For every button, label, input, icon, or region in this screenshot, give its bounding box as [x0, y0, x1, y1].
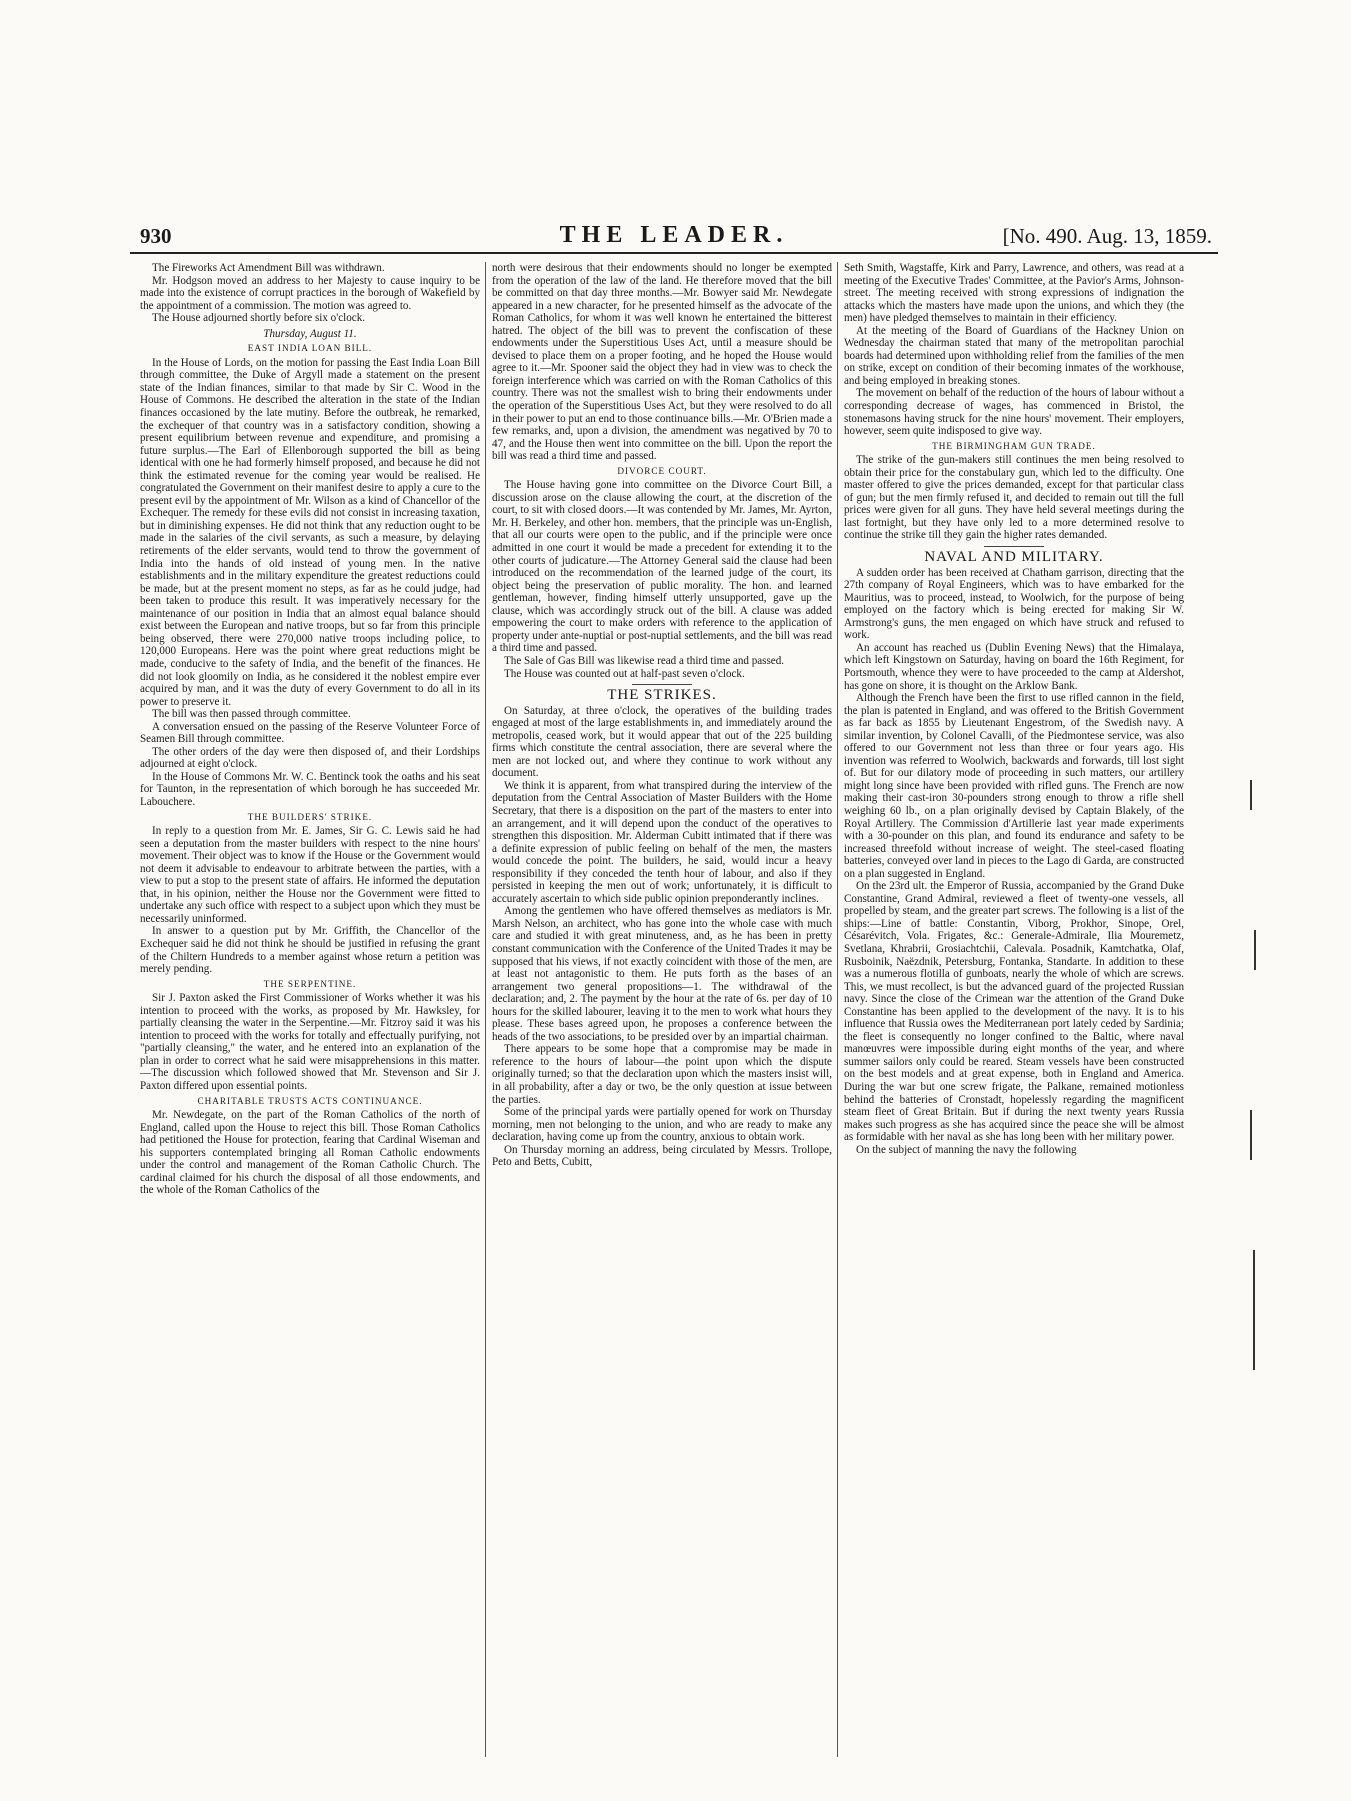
paragraph: A conversation ensued on the passing of the Reserve Volunteer Force of Seamen Bill through committee.: [140, 720, 480, 746]
col3-section-c: [844, 567, 1184, 1157]
divider: [632, 684, 692, 685]
newspaper-title: THE LEADER.: [559, 222, 789, 248]
paragraph: The bill was then passed through committee.: [152, 708, 351, 721]
col1-section-e: [140, 1109, 480, 1197]
column-1: [140, 262, 480, 1757]
col1-section-d: [140, 992, 480, 1092]
col3-section-a: [844, 262, 1184, 438]
column-2: [492, 262, 832, 1757]
paragraph: We think it is apparent, from what transpired during the interview of the deputation from the Central Association of Master Builders with the Home Secretary, that there is a disposition on the part of the masters to enter into an arrangement, and it will depend upon the conduct of the operatives to strengthen this disposition. Mr. Alderman Cubitt intimated that if there was a definite expression of public feeling on behalf of the men, the masters would concede the point. The builders, he said, would incur a heavy responsibility if they conceded the tenth hour of labour, and also if they persisted in keeping the men out of work; unfortunately, it is difficult to accurately ascertain to which side public opinion preponderantly inclines.: [492, 779, 832, 905]
paragraph: Seth Smith, Wagstaffe, Kirk and Parry, Lawrence, and others, was read at a meeting of the Executive Trades' Committee, at the Pavior's Arms, Johnson-street. The meeting received with strong expressions of indignation the attacks which the masters have made upon the unions, and which they (the men) have pledged themselves to maintain in their efficiency.: [844, 262, 1184, 325]
paragraph: In the House of Lords, on the motion for passing the East India Loan Bill through committee, the Duke of Argyll made a statement on the present state of the Indian finances, similar to that made by Sir C. Wood in the House of Commons. He described the alteration in the state of the Indian finances occasioned by the late mutiny. Before the outbreak, he remarked, the exchequer of that country was in a satisfactory condition, showing a present equilibrium between revenue and expenditure, and promising a future surplus.—The Earl of Ellenborough supported the bill as being identical with one he had formerly himself proposed, and because he did not think the estimated revenue for the coming year would be realised. He congratulated the Government on their manifest desire to apply a cure to the present evil by the appointment of Mr. Wilson as a kind of Chancellor of the Exchequer. The remedy for these evils did not consist in increasing taxation, but in diminishing expenses. He did not think that any reduction ought to be made in the salaries of the civil servants, as such a measure, by delaying retirements of the elder servants, would tend to throw the government of India into the hands of old instead of young men. In the native establishments and in the military expenditure the greatest reductions could be made, but at the present moment no steps, as far as he could judge, had been taken to produce this result. It was imperatively necessary for the maintenance of our position in India that an almost equal balance should exist between the European and native troops, but so far from this principle being observed, there were 270,000 native troops including police, to 120,000 Europeans. Here was the point where great reductions might be made, conducive to the safety of India, and the benefit of the finances. He did not look gloomily on India, as he considered it the noblest empire ever acquired by man, and it was the duty of every Government to do all in its power to preserve it.: [140, 356, 480, 708]
col1-section-b: [140, 357, 480, 809]
column-rule: [837, 262, 838, 1757]
paragraph: Mr. Hodgson moved an address to her Majesty to cause inquiry to be made into the existence of corrupt practices in the borough of Wakefield by the appointment of a commission. The motion was agreed to.: [140, 274, 480, 312]
paragraph: north were desirous that their endowments should no longer be exempted from the operation of the law of the land. He therefore moved that the bill be committed on that day three months.—Mr. Bowyer said Mr. Newdegate appeared in a new character, for he presented himself as the advocate of the Roman Catholics, for whom it was well known he entertained the bitterest hatred. The object of the bill was to prevent the confiscation of these endowments under the Superstitious Uses Act, until a measure should be devised to place them on a proper footing, and he hoped the House would agree to it.—Mr. Spooner said the object they had in view was to check the foreign interference which was carried on with the Roman Catholics of this country. There was not the smallest wish to bring their endowments under the operation of the Superstitious Uses Act, but they were resolved to do all in their power to put an end to those continuance bills.—Mr. O'Brien made a few remarks, and, upon a division, the amendment was negatived by 70 to 47, and the House then went into committee on the bill. Upon the report the bill was read a third time and passed.: [492, 262, 832, 463]
paragraph: The House having gone into committee on the Divorce Court Bill, a discussion arose on the clause allowing the court, at the discretion of the court, to sit with closed doors.—It was contended by Mr. James, Mr. Ayrton, Mr. H. Berkeley, and other hon. members, that the principle was un-English, that all our courts were open to the public, and if the principle were once admitted in one court it would be made a precedent for extending it to the other courts of judicature.—The Attorney General said the clause had been introduced on the recommendation of the learned judge of the court, its object being the preservation of public morality. The hon. and learned gentleman, however, finding himself utterly unsupported, gave up the clause, which was accordingly struck out of the bill. A clause was added empowering the court to make orders with reference to the application of property under ante-nuptial or post-nuptial settlements, and the bill was read a third time and passed.: [492, 479, 832, 655]
paragraph: The strike of the gun-makers still continues the men being resolved to obtain their price for the constabulary gun, which led to the difficulty. One master offered to give the prices demanded, except for that particular class of gun; but the men firmly refused it, and decided to remain out till the full prices were given for all guns. They have held several meetings during the last fortnight, but they have only led to a more determined resolve to continue the strike till they gain the higher rates demanded.: [844, 454, 1184, 542]
paragraph: The Fireworks Act Amendment Bill was withdrawn.: [152, 262, 385, 274]
divider: [984, 546, 1044, 547]
paragraph: A sudden order has been received at Chatham garrison, directing that the 27th company of Royal Engineers, which was to have embarked for the Mauritius, was to proceed, instead, to Woolwich, for the purpose of being employed on the factory which is being erected for making Sir W. Armstrong's guns, the men engaged on which have struck and refused to work.: [844, 566, 1184, 642]
date-heading: Thursday, August 11.: [263, 327, 357, 340]
col2-section-a: [492, 262, 832, 463]
col3-section-b: [844, 454, 1184, 542]
paragraph: Mr. Newdegate, on the part of the Roman Catholics of the north of England, called upon the House to reject this bill. Those Roman Catholics had petitioned the House for protection, fearing that Cardinal Wiseman and his supporters contemplated bringing all Roman Catholic endowments under the control and management of the Roman Catholic Church. The cardinal claimed for his church the disposal of all those endowments, and the whole of the Roman Catholics of the: [140, 1109, 480, 1197]
major-heading: NAVAL AND MILITARY.: [924, 549, 1104, 566]
newspaper-page: [130, 222, 1218, 1762]
paragraph: Sir J. Paxton asked the First Commissioner of Works whether it was his intention to proceed with the works, as proposed by Mr. Hawksley, for partially cleansing the water in the Serpentine.—Mr. Fitzroy said it was his intention to proceed with the works for totally and effectually purifying, not "partially cleansing," the water, and he entered into an explanation of the plan in order to correct what he said were misapprehensions in this matter.—The discussion which followed showed that Mr. Stevenson and Sir J. Paxton differed upon essential points.: [140, 992, 480, 1092]
section-heading: THE SERPENTINE.: [263, 978, 357, 989]
paragraph: The House was counted out at half-past seven o'clock.: [504, 667, 745, 680]
section-heading: THE BUILDERS' STRIKE.: [247, 811, 373, 822]
margin-marks: [1250, 780, 1260, 1380]
column-rule: [485, 262, 486, 1757]
column-3: [844, 262, 1184, 1757]
section-heading: CHARITABLE TRUSTS ACTS CONTINUANCE.: [197, 1095, 423, 1106]
paragraph: At the meeting of the Board of Guardians of the Hackney Union on Wednesday the chairman stated that many of the metropolitan parochial boards had determined upon withholding relief from the families of the men on strike, except on condition of their becoming inmates of the workhouse, and being employed in breaking stones.: [844, 324, 1184, 387]
paragraph: The House adjourned shortly before six o'clock.: [152, 312, 366, 325]
paragraph: In reply to a question from Mr. E. James, Sir G. C. Lewis said he had seen a deputation from the master builders with respect to the nine hours' movement. Their object was to know if the House or the Government would not deem it advisable to endeavour to arbitrate between the parties, with a view to put a stop to the present state of affairs. He informed the deputation that, in his opinion, neither the House nor the Government were fitted to undertake any such office with respect to a subject upon which they must be necessarily uninformed.: [140, 825, 480, 925]
paragraph: Some of the principal yards were partially opened for work on Thursday morning, men not belonging to the union, and who are ready to make any declaration, having come up from the country, anxious to obtain work.: [492, 1106, 832, 1144]
paragraph: An account has reached us (Dublin Evening News) that the Himalaya, which left Kingstown on Saturday, having on board the 16th Regiment, for Portsmouth, whence they were to have proceeded to the camp at Aldershot, has gone on shore, it is thought on the Arklow Bank.: [844, 641, 1184, 692]
paragraph: In the House of Commons Mr. W. C. Bentinck took the oaths and his seat for Taunton, in the representation of which borough he has succeeded Mr. Labouchere.: [140, 770, 480, 808]
paragraph: There appears to be some hope that a compromise may be made in reference to the hours of labour—the point upon which the dispute originally turned; so that the declaration upon which the masters insist will, in all probability, after a day or two, be the only question at issue between the parties.: [492, 1043, 832, 1106]
col2-section-b: [492, 479, 832, 680]
paragraph: The movement on behalf of the reduction of the hours of labour without a corresponding decrease of wages, has commenced in Bristol, the stonemasons having struck for the nine hours' movement. Their employers, however, seem quite indisposed to give way.: [844, 387, 1184, 438]
col1-section-a: [140, 262, 480, 325]
paragraph: On the 23rd ult. the Emperor of Russia, accompanied by the Grand Duke Constantine, Grand Admiral, reviewed a fleet of twenty-one vessels, all propelled by steam, and the greater part screws. The following is a list of the ships:—Line of battle: Constantin, Viborg, Prokhor, Sinope, Orel, Césarévitch, Vola. Frigates, &c.: Generale-Admirale, Ilia Mouremetz, Svetlana, Khrabrii, Grosiachtchii, Calevala. Posadnik, Kamtchatka, Olaf, Rusboinik, Naëzdnik, Petersburg, Fontanka, Standarte. In addition to these was a numerous flotilla of gunboats, nearly the whole of which are screws. This, we must recollect, is but the advanced guard of the projected Russian navy. Since the close of the Crimean war the attention of the Grand Duke Constantine has been applied to the development of the navy. It is to his influence that Russia owes the Mediterranean port lately ceded by Sardinia; the fleet is consequently no longer confined to the Baltic, where naval manœuvres were impossible during eight months of the year, and where summer sailors only could be reared. Steam vessels have been constructed on the best models and at great expense, both in England and America. During the war but one screw frigate, the Palkane, remained motionless behind the batteries of Cronstadt, hopelessly regarding the magnificent steam fleet of Great Britain. But if during the next twenty years Russia makes such progress as she has acquired since the peace she will be almost as formidable with her naval as she has long been with her military power.: [844, 880, 1184, 1144]
page-number: 930: [140, 224, 172, 248]
paragraph: On Saturday, at three o'clock, the operatives of the building trades engaged at most of the large establishments in, and immediately around the metropolis, ceased work, but it would appear that out of the 225 building firms which constitute the central association, there are several where the men are not locked out, and where they continue to work without any document.: [492, 704, 832, 780]
paragraph: On Thursday morning an address, being circulated by Messrs. Trollope, Peto and Betts, Cubitt,: [492, 1143, 832, 1169]
paragraph: On the subject of manning the navy the following: [856, 1143, 1077, 1156]
section-heading: EAST INDIA LOAN BILL.: [247, 343, 373, 354]
paragraph: The other orders of the day were then disposed of, and their Lordships adjourned at eight o'clock.: [140, 745, 480, 771]
col1-section-c: [140, 825, 480, 976]
paragraph: Although the French have been the first to use rifled cannon in the field, the plan is patented in England, and was offered to the British Government as far back as 1855 by Lieutenant Engestrom, of the Swedish navy. A similar invention, by Colonel Cavalli, of the Piedmontese service, was also offered to our Government not less than three or four years ago. His invention was referred to Woolwich, backwards and forwards, till lost sight of. But for our dilatory mode of proceeding in such matters, our artillery might long since have been provided with rifled guns. The French are now making their cast-iron 30-pounders strong enough to throw a rifle shell weighing 60 lb., on a plan originally devised by Captain Blakely, of the Royal Artillery. The Commission d'Artillerie last year made experiments with a 30-pounder on this plan, and found its endurance and safety to be increased threefold without increase of weight. The steel-cased floating batteries, conveyed over land in pieces to the Lago di Garda, are constructed on a plan suggested in England.: [844, 692, 1184, 880]
paragraph: Among the gentlemen who have offered themselves as mediators is Mr. Marsh Nelson, an architect, who has gone into the whole case with much care and studied it with great minuteness, and, as he has been in pretty constant communication with the Conference of the United Trades it may be supposed that his views, if not exactly coincident with those of the men, are at least not antagonistic to them. He puts forth as the bases of an arrangement two general propositions—1. The withdrawal of the declaration; and, 2. The payment by the hour at the rate of 6s. per day of 10 hours for the skilled labourer, leaving it to the men to work what hours they please. These bases agreed upon, he proposes a conference between the heads of the two associations, to be presided over by an impartial chairman.: [492, 905, 832, 1043]
paragraph: In answer to a question put by Mr. Griffith, the Chancellor of the Exchequer said he did not think he should be justified in refusing the grant of the Chiltern Hundreds to a member against whose return a petition was merely pending.: [140, 925, 480, 976]
paragraph: The Sale of Gas Bill was likewise read a third time and passed.: [504, 654, 785, 667]
section-heading: THE BIRMINGHAM GUN TRADE.: [932, 440, 1096, 451]
major-heading: THE STRIKES.: [607, 687, 717, 704]
section-heading: DIVORCE COURT.: [617, 465, 707, 476]
issue-info: [No. 490. Aug. 13, 1859.: [1002, 224, 1212, 248]
masthead: [130, 222, 1218, 254]
col2-section-c: [492, 705, 832, 1169]
